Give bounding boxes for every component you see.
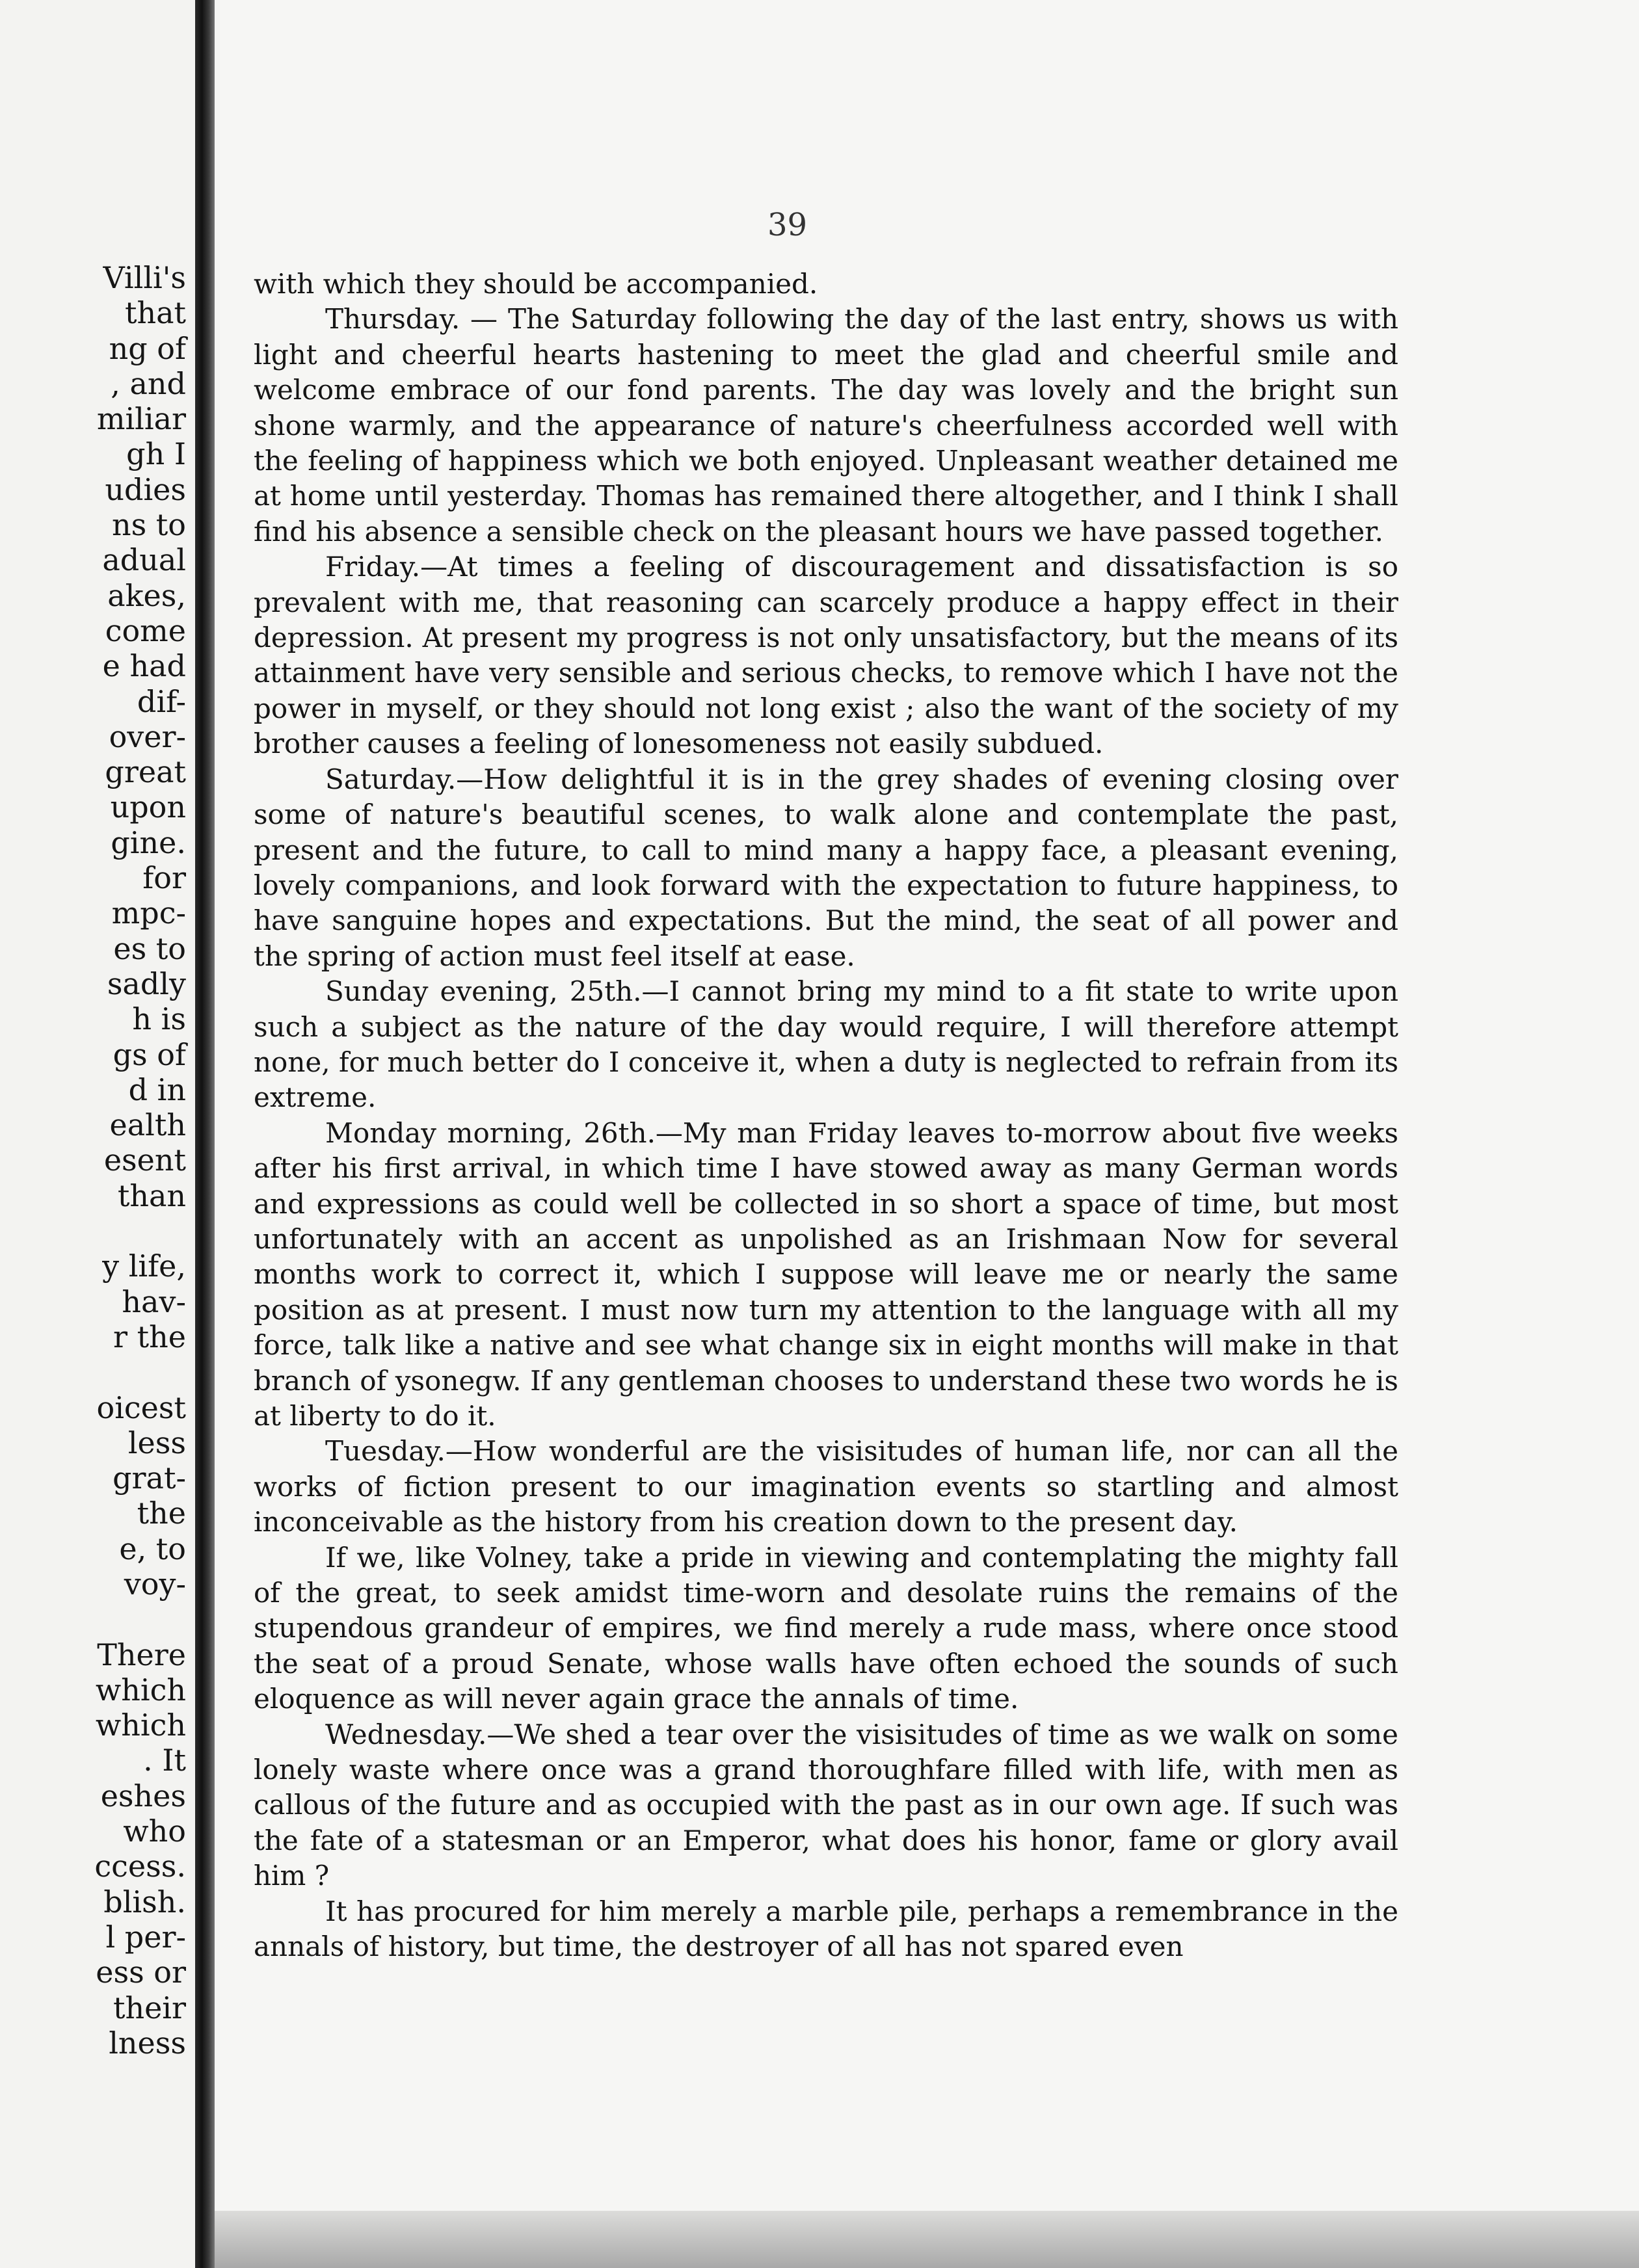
left-page-line: gs of — [113, 1036, 186, 1072]
left-page-line: who — [123, 1813, 186, 1849]
left-page-line: udies — [105, 471, 186, 507]
page-number: 39 — [767, 207, 808, 243]
paragraph-sunday: Sunday evening, 25th.—I cannot bring my mind to a fit state to write upon such a subject as the nature of the day would require, I will therefore attempt none, for much better do I conceive it, when a duty is neglected to refrain from its extreme. — [254, 975, 1398, 1114]
left-page-line: hav- — [122, 1284, 186, 1319]
left-page-line: over- — [109, 719, 186, 754]
book-gutter — [195, 0, 215, 2268]
left-page-line: Villi's — [103, 260, 186, 295]
left-page-line: than — [117, 1178, 186, 1213]
paragraph-continuation: with which they should be accompanied. — [254, 268, 818, 300]
left-page-line: h is — [132, 1001, 186, 1037]
paragraph-thursday: Thursday. — The Saturday following the day of the last entry, shows us with light and cheerful hearts hastening to meet the glad and cheerful smile and welcome embrace of our fond parents. The day was lovely and the bright sun shone warmly, and the appearance of nature's cheerfulness accorded well with the feeling of happiness which we both enjoyed. Unpleasant weather detained me at home until yesterday. Thomas has remained there altogether, and I think I shall find his absence a sensible check on the pleasant hours we have passed together. — [254, 303, 1398, 547]
left-page-line: , and — [111, 365, 186, 401]
left-page-line: r the — [113, 1319, 186, 1354]
left-page-line: lness — [109, 2025, 186, 2061]
paragraph-monday: Monday morning, 26th.—My man Friday leaves to-morrow about five weeks after his first arrival, in which time I have stowed away as many German words and expressions as could well be collected in so short a space of time, but most unfortunately with an accent as unpolished as an Irishmaan Now for several months work to correct it, which I suppose will leave me or nearly the same position as at present. I must now turn my attention to the language with all my force, talk like a native and see what change six in eight months will make in that branch of ysonegw. If any gentleman chooses to understand these two words he is at liberty to do it. — [254, 1116, 1398, 1432]
left-page-line: grat- — [113, 1460, 186, 1496]
left-page-line: . It — [143, 1743, 186, 1778]
left-page-line: blish. — [103, 1884, 186, 1919]
left-page-line: akes, — [107, 577, 186, 613]
left-page-line: ess or — [96, 1955, 186, 1990]
left-page-line: for — [142, 860, 186, 896]
left-page-line: ng of — [109, 330, 186, 366]
left-page-line: sadly — [107, 966, 186, 1001]
left-page-line: dif- — [137, 683, 186, 719]
left-page-line: gh I — [126, 436, 186, 472]
left-page-line: voy- — [124, 1566, 186, 1602]
left-page-line: y life, — [102, 1248, 186, 1284]
left-page-line: miliar — [96, 401, 186, 437]
paragraph-volney: If we, like Volney, take a pride in viewing and contemplating the mighty fall of the great, to seek amidst time-worn and desolate ruins the remains of the stupendous grandeur of empires, we find merely a rude mass, where once stood the seat of a proud Senate, whose walls have often echoed the sounds of such eloquence as will never again grace the annals of time. — [254, 1541, 1398, 1715]
left-page-line: e, to — [119, 1531, 186, 1566]
left-page-text-column — [0, 260, 195, 2061]
page-bottom-shadow — [215, 2211, 1639, 2268]
left-page — [0, 0, 195, 2268]
left-page-line: ealth — [109, 1107, 186, 1143]
left-page-line — [0, 1354, 195, 1390]
paragraph-marble-pile: It has procured for him merely a marble pile, perhaps a remembrance in the annals of history, but time, the destroyer of all has not spared even — [254, 1895, 1398, 1963]
page-body — [254, 267, 1398, 1965]
left-page-line: eshes — [100, 1778, 186, 1813]
left-page-line — [0, 1602, 195, 1637]
left-page-line: the — [137, 1496, 186, 1531]
left-page-line: which — [95, 1708, 186, 1743]
left-page-line: adual — [102, 542, 186, 578]
left-page-line: which — [95, 1672, 186, 1708]
left-page-line: esent — [103, 1142, 186, 1178]
left-page-line: e had — [102, 648, 186, 684]
paragraph-saturday: Saturday.—How delightful it is in the grey shades of evening closing over some of nature's beautiful scenes, to walk alone and contemplate the past, present and the future, to call to mind many a happy face, a pleasant evening, lovely companions, and look forward with the expectation to future happiness, to have sanguine hopes and expectations. But the mind, the seat of all power and the spring of action must feel itself at ease. — [254, 763, 1398, 972]
paragraph-tuesday: Tuesday.—How wonderful are the visisitudes of human life, nor can all the works of fiction present to our imagination events so startling and almost inconceivable as the history from his creation down to the present day. — [254, 1435, 1398, 1538]
left-page-line: d in — [128, 1072, 186, 1107]
left-page-line: less — [127, 1425, 186, 1460]
paragraph-wednesday: Wednesday.—We shed a tear over the visisitudes of time as we walk on some lonely waste where once was a grand thoroughfare filled with life, with men as callous of the future and as occupied with the past as in our own age. If such was the fate of a statesman or an Emperor, what does his honor, fame or glory avail him ? — [254, 1718, 1398, 1892]
left-page-line: upon — [110, 789, 186, 825]
left-page-line: ns to — [111, 507, 186, 543]
left-page-line: ccess. — [94, 1849, 186, 1884]
left-page-line — [0, 1213, 195, 1248]
left-page-line: There — [97, 1637, 186, 1672]
left-page-line: come — [105, 613, 186, 648]
left-page-line: gine. — [111, 824, 186, 860]
left-page-line: oicest — [96, 1390, 186, 1425]
left-page-line: mpc- — [111, 895, 186, 931]
left-page-line: l per- — [105, 1919, 186, 1955]
left-page-line: es to — [113, 930, 186, 966]
left-page-line: their — [113, 1990, 186, 2025]
left-page-line: that — [124, 295, 186, 331]
paragraph-friday: Friday.—At times a feeling of discouragement and dissatisfaction is so prevalent with me, that reasoning can scarcely produce a happy effect in their depression. At present my progress is not only unsatisfactory, but the means of its attainment have very sensible and serious checks, to remove which I have not the power in myself, or they should not long exist ; also the want of the society of my brother causes a feeling of lonesomeness not easily subdued. — [254, 551, 1398, 760]
left-page-line: great — [105, 754, 186, 790]
